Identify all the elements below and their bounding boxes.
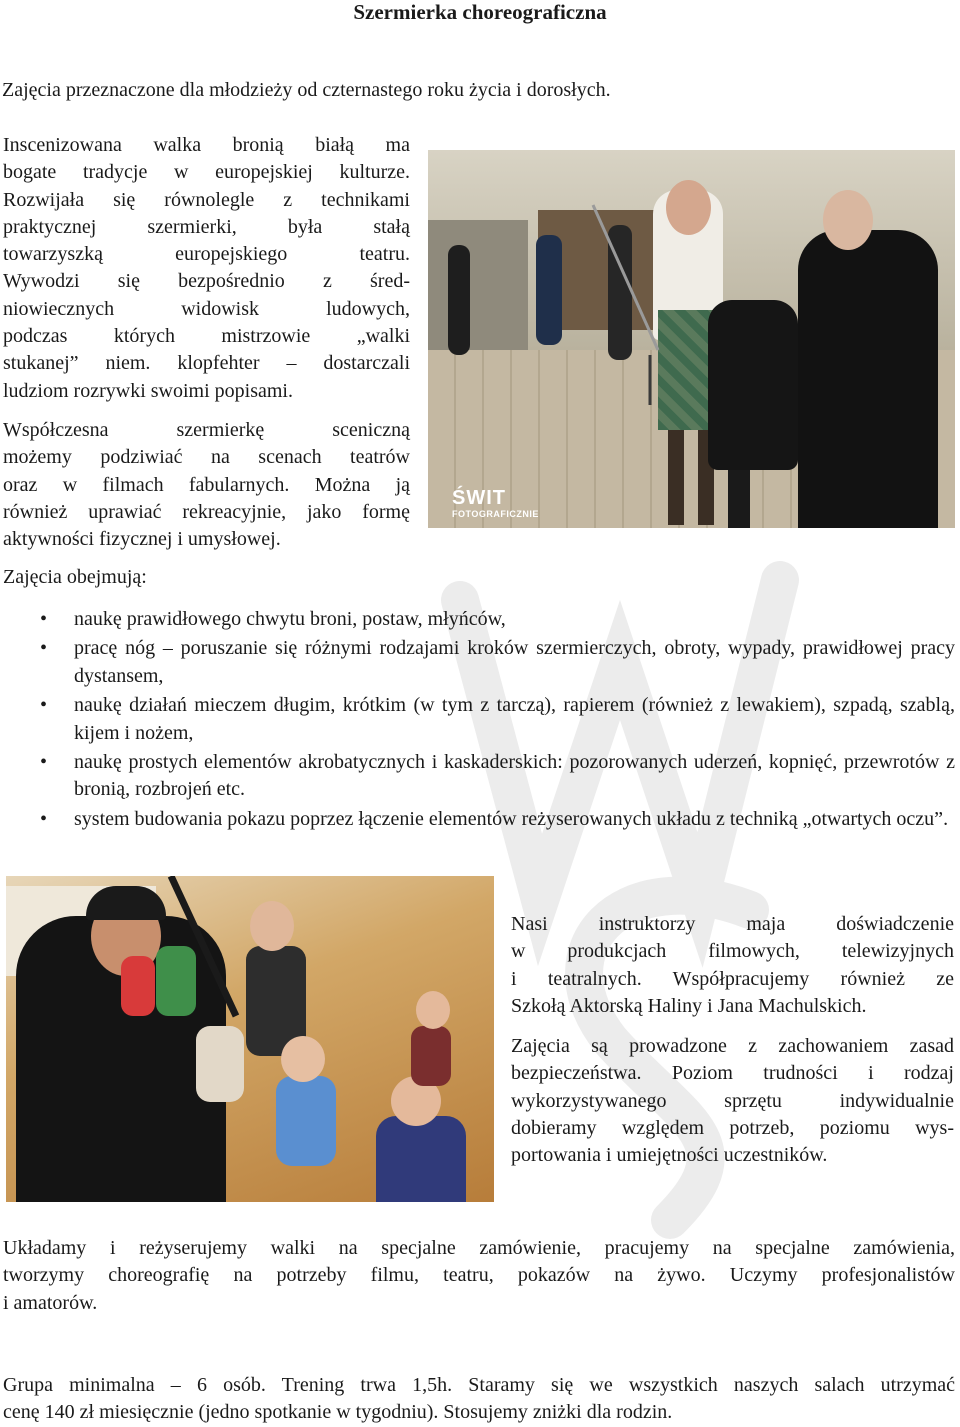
photo-credit-sub: FOTOGRAFICZNIE [452, 509, 539, 519]
fencing-class-photo [428, 150, 955, 528]
text-line: Współczesna szermierkę sceniczną [3, 419, 410, 441]
text-line: i teatralnych. Współpracujemy również ze [511, 967, 954, 990]
text-line: również uprawiać rekreacyjnie, jako formę [3, 500, 410, 523]
text-line: dobieramy względem potrzeb, poziomu wys- [511, 1116, 954, 1139]
text-line: Zajęcia są prowadzone z zachowaniem zasad [511, 1035, 954, 1057]
modern-paragraph [3, 417, 410, 553]
page-title: Szermierka choreograficzna [353, 0, 607, 24]
text-line: Szkołą Aktorską Haliny i Jana Machulskich. [511, 994, 867, 1017]
sword-lines [428, 150, 955, 528]
text-line: w produkcjach filmowych, telewizyjnych [511, 940, 954, 963]
instructor-children-photo [6, 876, 494, 1202]
text-line: Inscenizowana walka bronią białą ma [3, 134, 410, 156]
text-line: Rozwijała się równolegle z technikami [3, 188, 410, 211]
intro-text: Zajęcia przeznaczone dla młodzieży od czternastego roku życia i dorosłych. [2, 79, 611, 101]
bullet-icon: • [40, 694, 48, 717]
list-item [0, 806, 955, 834]
list-item [0, 749, 955, 804]
list-item-text: naukę działań mieczem długim, krótkim (w tym z tarczą), rapierem (również z lewakiem), szpadą, szablą, kijem i nożem, [74, 694, 955, 744]
list-item [0, 606, 955, 634]
text-line: stukanej” niem. klopfehter – dostarczali [3, 352, 410, 375]
text-line: Nasi instruktorzy maja doświadczenie [511, 913, 954, 935]
bullet-icon: • [40, 750, 48, 773]
list-item-text: pracę nóg – poruszanie się różnymi rodzajami kroków szermierczych, obroty, wypady, prawidłowej pracy dystansem, [74, 637, 955, 687]
text-line: Grupa minimalna – 6 osób. Trening trwa 1,5h. Staramy się we wszystkich naszych salach utrzymać [3, 1374, 955, 1396]
safety-paragraph [511, 1033, 954, 1169]
list-intro: Zajęcia obejmują: [3, 566, 147, 588]
bullet-icon: • [40, 608, 48, 630]
list-item-text: naukę prawidłowego chwytu broni, postaw, młyńców, [74, 608, 506, 630]
text-line: Układamy i reżyserujemy walki na specjalne zamówienie, pracujemy na specjalne zamówienia, [3, 1237, 955, 1259]
bullet-icon: • [40, 807, 48, 830]
choreography-paragraph [3, 1235, 955, 1317]
photo-credit [452, 488, 539, 520]
bullet-icon: • [40, 637, 48, 660]
text-line: możemy podziwiać na scenach teatrów [3, 446, 410, 469]
text-line: Wywodzi się bezpośrednio z śred- [3, 270, 410, 293]
history-paragraph [3, 132, 410, 405]
list-item [0, 635, 955, 690]
text-line: i amatorów. [3, 1291, 98, 1314]
pricing-paragraph [3, 1372, 955, 1427]
photo-credit-brand: ŚWIT [452, 487, 506, 509]
list-item [0, 692, 955, 747]
classes-list [0, 606, 955, 835]
list-item-text: system budowania pokazu poprzez łączenie elementów reżyserowanych układu z techniką „otwartych oczu”. [74, 807, 949, 830]
text-line: podczas których mistrzowie „walki [3, 325, 410, 348]
text-line: cenę 140 zł miesięcznie (jedno spotkanie w tygodniu). Stosujemy zniżki dla rodzin. [3, 1401, 673, 1424]
text-line: wykorzystywanego sprzętu indywidualnie [511, 1089, 954, 1112]
text-line: ludziom rozrywki swoimi popisami. [3, 379, 293, 402]
text-line: bezpieczeństwa. Poziom trudności i rodzaj [511, 1062, 954, 1085]
text-line: niowiecznych widowisk ludowych, [3, 297, 410, 320]
text-line: towarzyszką europejskiego teatru. [3, 243, 410, 266]
text-line: portowania i umiejętności uczestników. [511, 1144, 828, 1167]
text-line: aktywności fizycznej i umysłowej. [3, 528, 281, 551]
text-line: praktycznej szermierki, była stałą [3, 215, 410, 238]
list-item-text: naukę prostych elementów akrobatycznych i kaskaderskich: pozorowanych uderzeń, kopnięć, przewrotów z bronią, rozbrojeń etc. [74, 750, 955, 801]
instructors-paragraph [511, 911, 954, 1020]
sword-line [6, 876, 494, 1202]
text-line: oraz w filmach fabularnych. Można ją [3, 473, 410, 496]
text-line: tworzymy choreografię na potrzeby filmu, teatru, pokazów na żywo. Uczymy profesjonalistów [3, 1264, 955, 1287]
text-line: bogate tradycje w europejskiej kulturze. [3, 161, 410, 184]
